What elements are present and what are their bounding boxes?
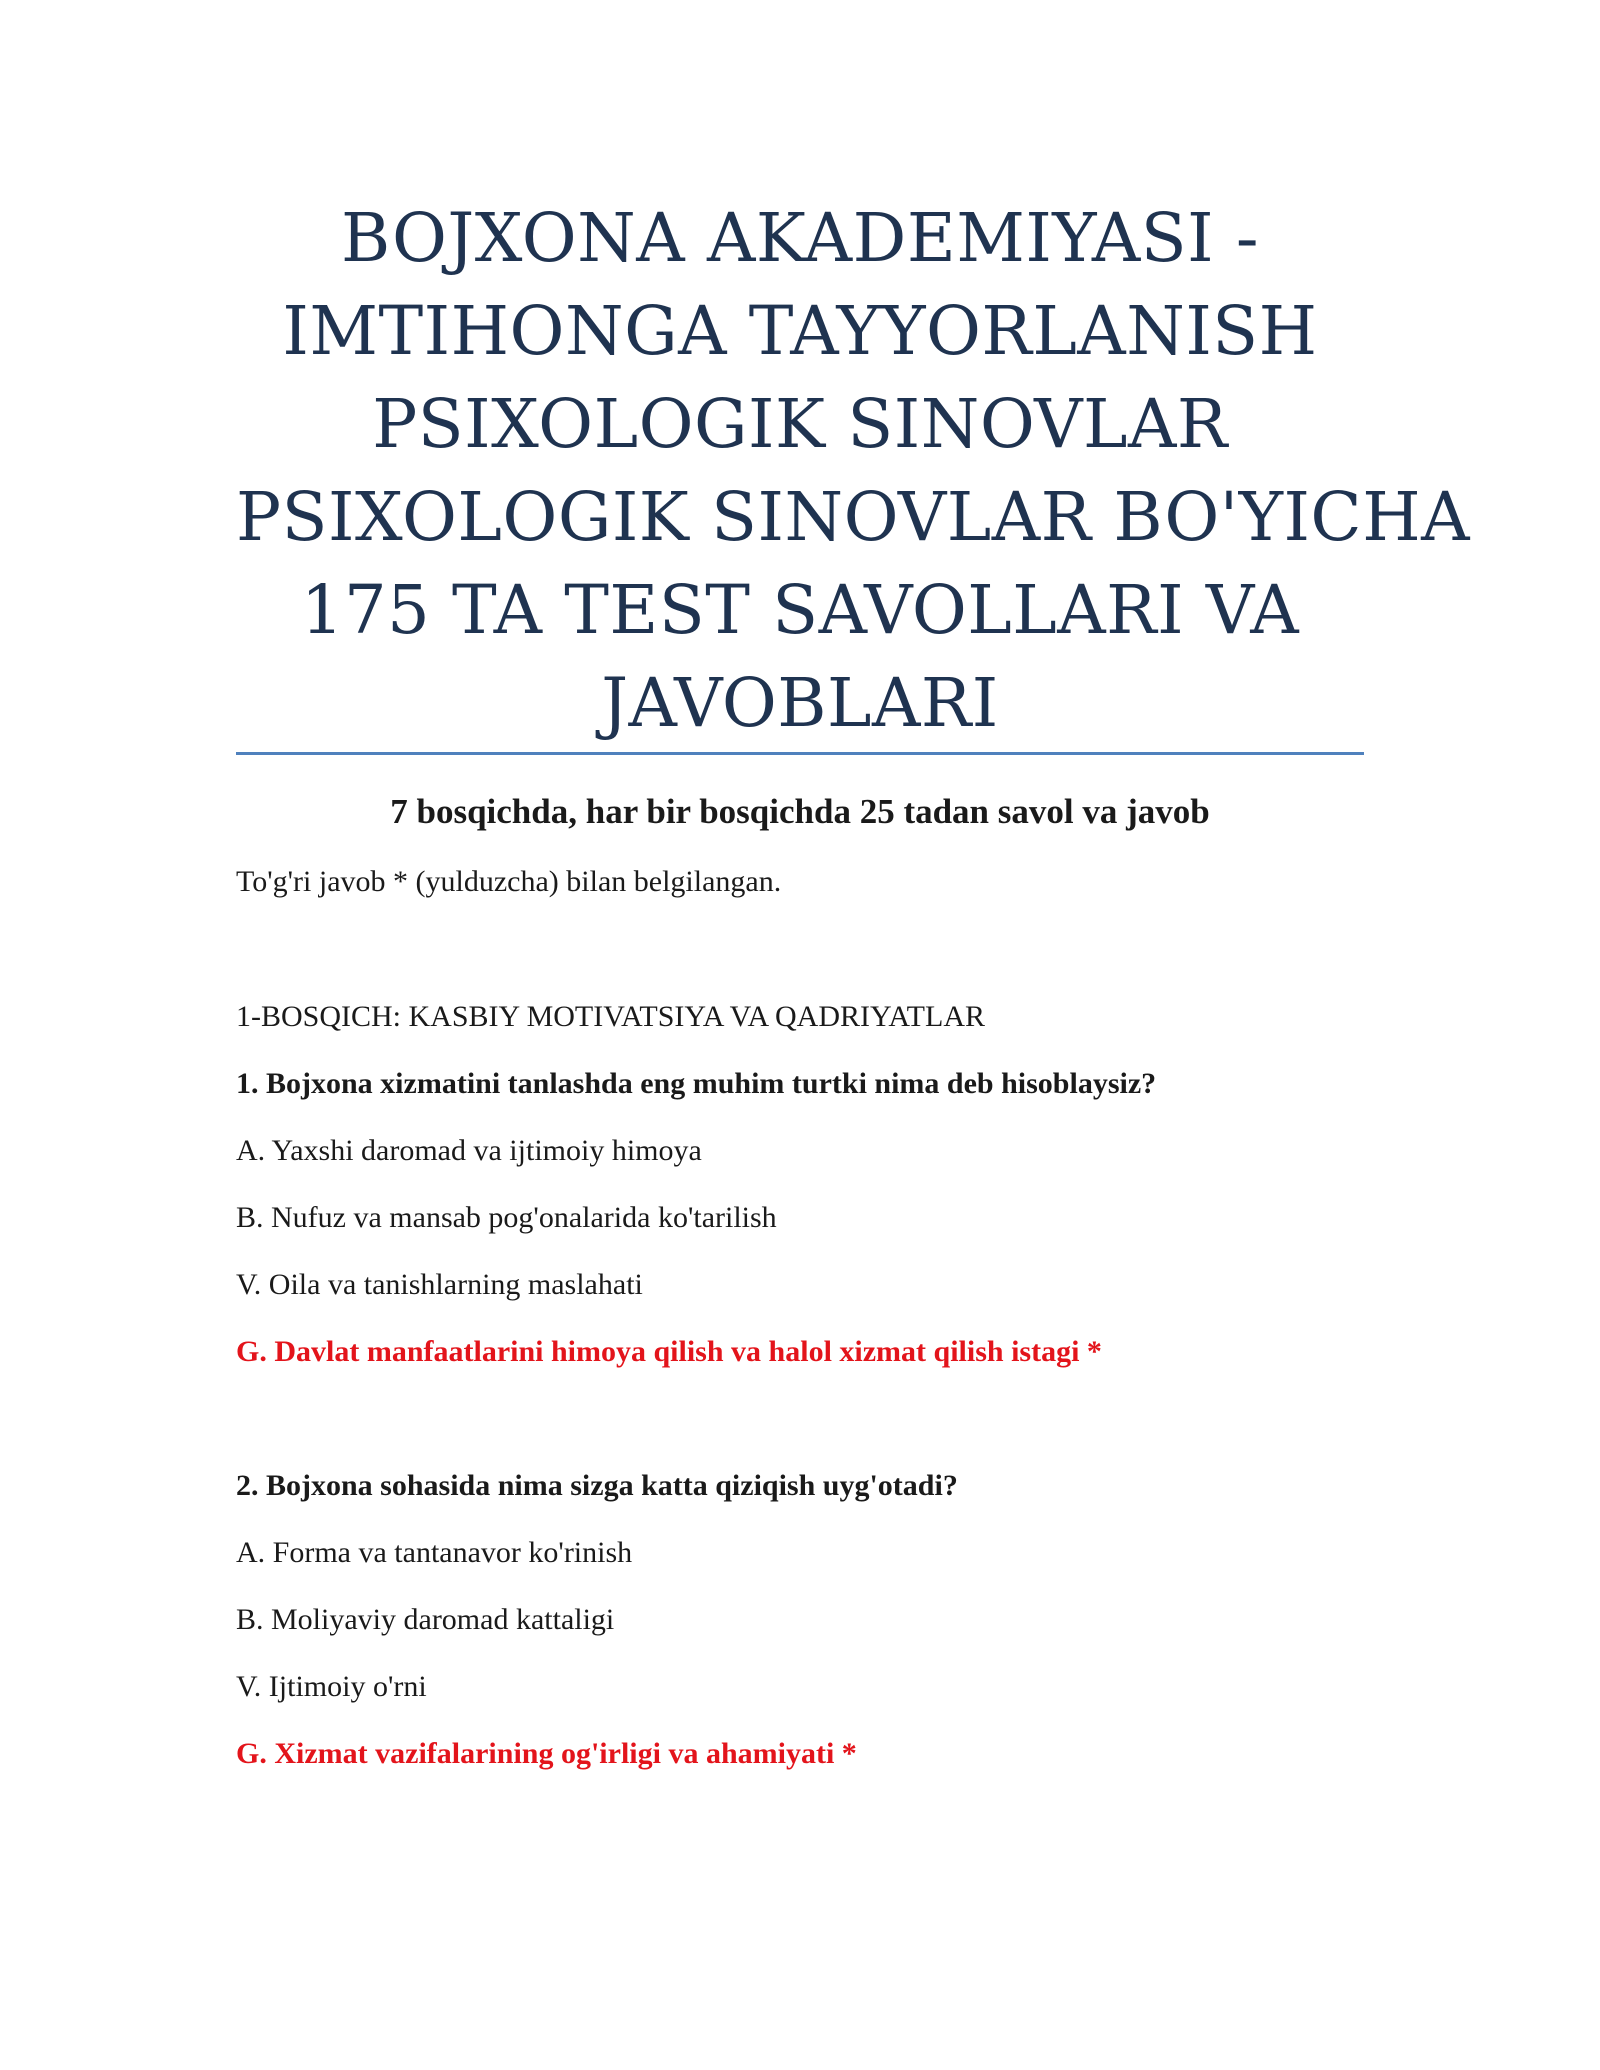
question-1: 1. Bojxona xizmatini tanlashda eng muhim turtki nima deb hisoblaysiz? [236,1067,1157,1100]
document-title [236,192,1471,750]
question-2-option-b: B. Moliyaviy daromad kattaligi [236,1603,615,1636]
title-divider [236,752,1364,755]
answer-key-note: To'g'ri javob * (yulduzcha) bilan belgilangan. [236,865,782,898]
question-1-option-b: B. Nufuz va mansab pog'onalarida ko'tarilish [236,1201,777,1234]
question-1-option-v: V. Oila va tanishlarning maslahati [236,1268,643,1301]
title-line: PSIXOLOGIK SINOVLAR BO'YICHA [236,478,1471,556]
question-2-correct-option-g: G. Xizmat vazifalarining og'irligi va ahamiyati * [236,1737,857,1770]
title-line: IMTIHONGA TAYYORLANISH [282,292,1318,370]
question-1-correct-option-g: G. Davlat manfaatlarini himoya qilish va halol xizmat qilish istagi * [236,1335,1102,1368]
question-2: 2. Bojxona sohasida nima sizga katta qiziqish uyg'otadi? [236,1469,958,1502]
document-subtitle: 7 bosqichda, har bir bosqichda 25 tadan savol va javob [390,792,1210,831]
question-2-option-a: A. Forma va tantanavor ko'rinish [236,1536,633,1569]
question-2-option-v: V. Ijtimoiy o'rni [236,1670,427,1703]
section-heading: 1-BOSQICH: KASBIY MOTIVATSIYA VA QADRIYATLAR [236,1000,985,1033]
question-1-option-a: A. Yaxshi daromad va ijtimoiy himoya [236,1134,702,1167]
title-line: 175 TA TEST SAVOLLARI VA [300,571,1300,649]
title-line: PSIXOLOGIK SINOVLAR [372,385,1228,463]
title-line: BOJXONA AKADEMIYASI - [340,199,1260,277]
title-line: JAVOBLARI [601,664,999,742]
